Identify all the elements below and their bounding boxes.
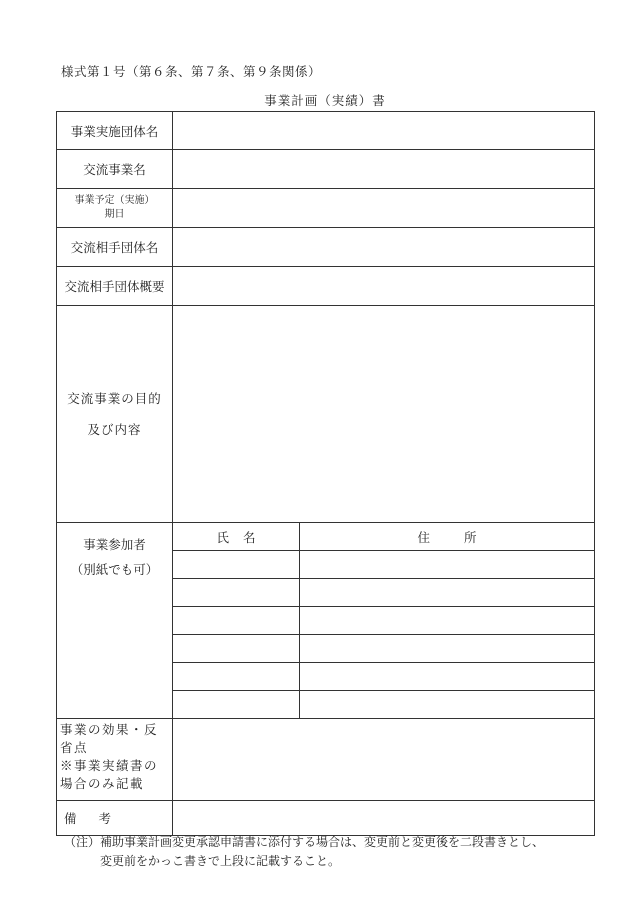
participant-address-field[interactable] (300, 607, 595, 635)
table-row (57, 523, 595, 551)
partner-name-field[interactable] (173, 228, 595, 267)
participants-label (57, 523, 173, 719)
organizer-label: 事業実施団体名 (57, 112, 173, 150)
effect-label (57, 719, 173, 801)
table-row (57, 189, 595, 228)
schedule-label (57, 189, 173, 228)
participant-address-field[interactable] (300, 691, 595, 719)
partner-overview-label: 交流相手団体概要 (57, 267, 173, 306)
effect-label-line2: ※事業実績書の場合のみ記載 (60, 758, 159, 792)
participant-name-field[interactable] (173, 579, 300, 607)
partner-name-label: 交流相手団体名 (57, 228, 173, 267)
participants-label-line2: （別紙でも可） (70, 562, 159, 577)
participant-name-field[interactable] (173, 691, 300, 719)
effect-label-line1: 事業の効果・反省点 (60, 722, 159, 756)
footnote-line1: （注）補助事業計画変更承認申請書に添付する場合は、変更前と変更後を二段書きとし、 (64, 835, 545, 849)
partner-overview-field[interactable] (173, 267, 595, 306)
participant-address-field[interactable] (300, 579, 595, 607)
table-row (57, 719, 595, 801)
table-row (57, 112, 595, 150)
address-column-header-text: 住所 (417, 529, 511, 545)
effect-field[interactable] (173, 719, 595, 801)
purpose-label-line1: 交流事業の目的 (67, 390, 162, 406)
project-plan-table (56, 111, 595, 836)
organizer-field[interactable] (173, 112, 595, 150)
participant-name-field[interactable] (173, 635, 300, 663)
remarks-label-text: 備考 (64, 811, 134, 826)
participant-address-field[interactable] (300, 663, 595, 691)
project-name-label: 交流事業名 (57, 150, 173, 189)
participant-address-field[interactable] (300, 551, 595, 579)
participant-name-field[interactable] (173, 663, 300, 691)
purpose-field[interactable] (173, 306, 595, 523)
name-column-header (173, 523, 300, 551)
remarks-label (57, 801, 173, 836)
schedule-label-line2: 期日 (104, 209, 125, 220)
table-row (57, 267, 595, 306)
project-name-field[interactable] (173, 150, 595, 189)
address-column-header (300, 523, 595, 551)
participants-label-line1: 事業参加者 (83, 537, 146, 552)
purpose-label-line2: 及び内容 (87, 422, 142, 437)
participant-name-field[interactable] (173, 607, 300, 635)
name-column-header-text: 氏名 (216, 529, 270, 545)
table-row (57, 801, 595, 836)
table-row (57, 228, 595, 267)
footnote (64, 833, 544, 870)
participant-name-field[interactable] (173, 551, 300, 579)
participant-address-field[interactable] (300, 635, 595, 663)
purpose-label (57, 306, 173, 523)
schedule-field[interactable] (173, 189, 595, 228)
remarks-field[interactable] (173, 801, 595, 836)
form-number: 様式第１号（第６条、第７条、第９条関係） (61, 64, 322, 79)
table-row (57, 306, 595, 523)
schedule-label-line1: 事業予定（実施） (74, 194, 155, 206)
footnote-line2: 変更前をかっこ書きで上段に記載すること。 (100, 853, 341, 868)
document-title: 事業計画（実績）書 (264, 93, 386, 108)
table-row (57, 150, 595, 189)
